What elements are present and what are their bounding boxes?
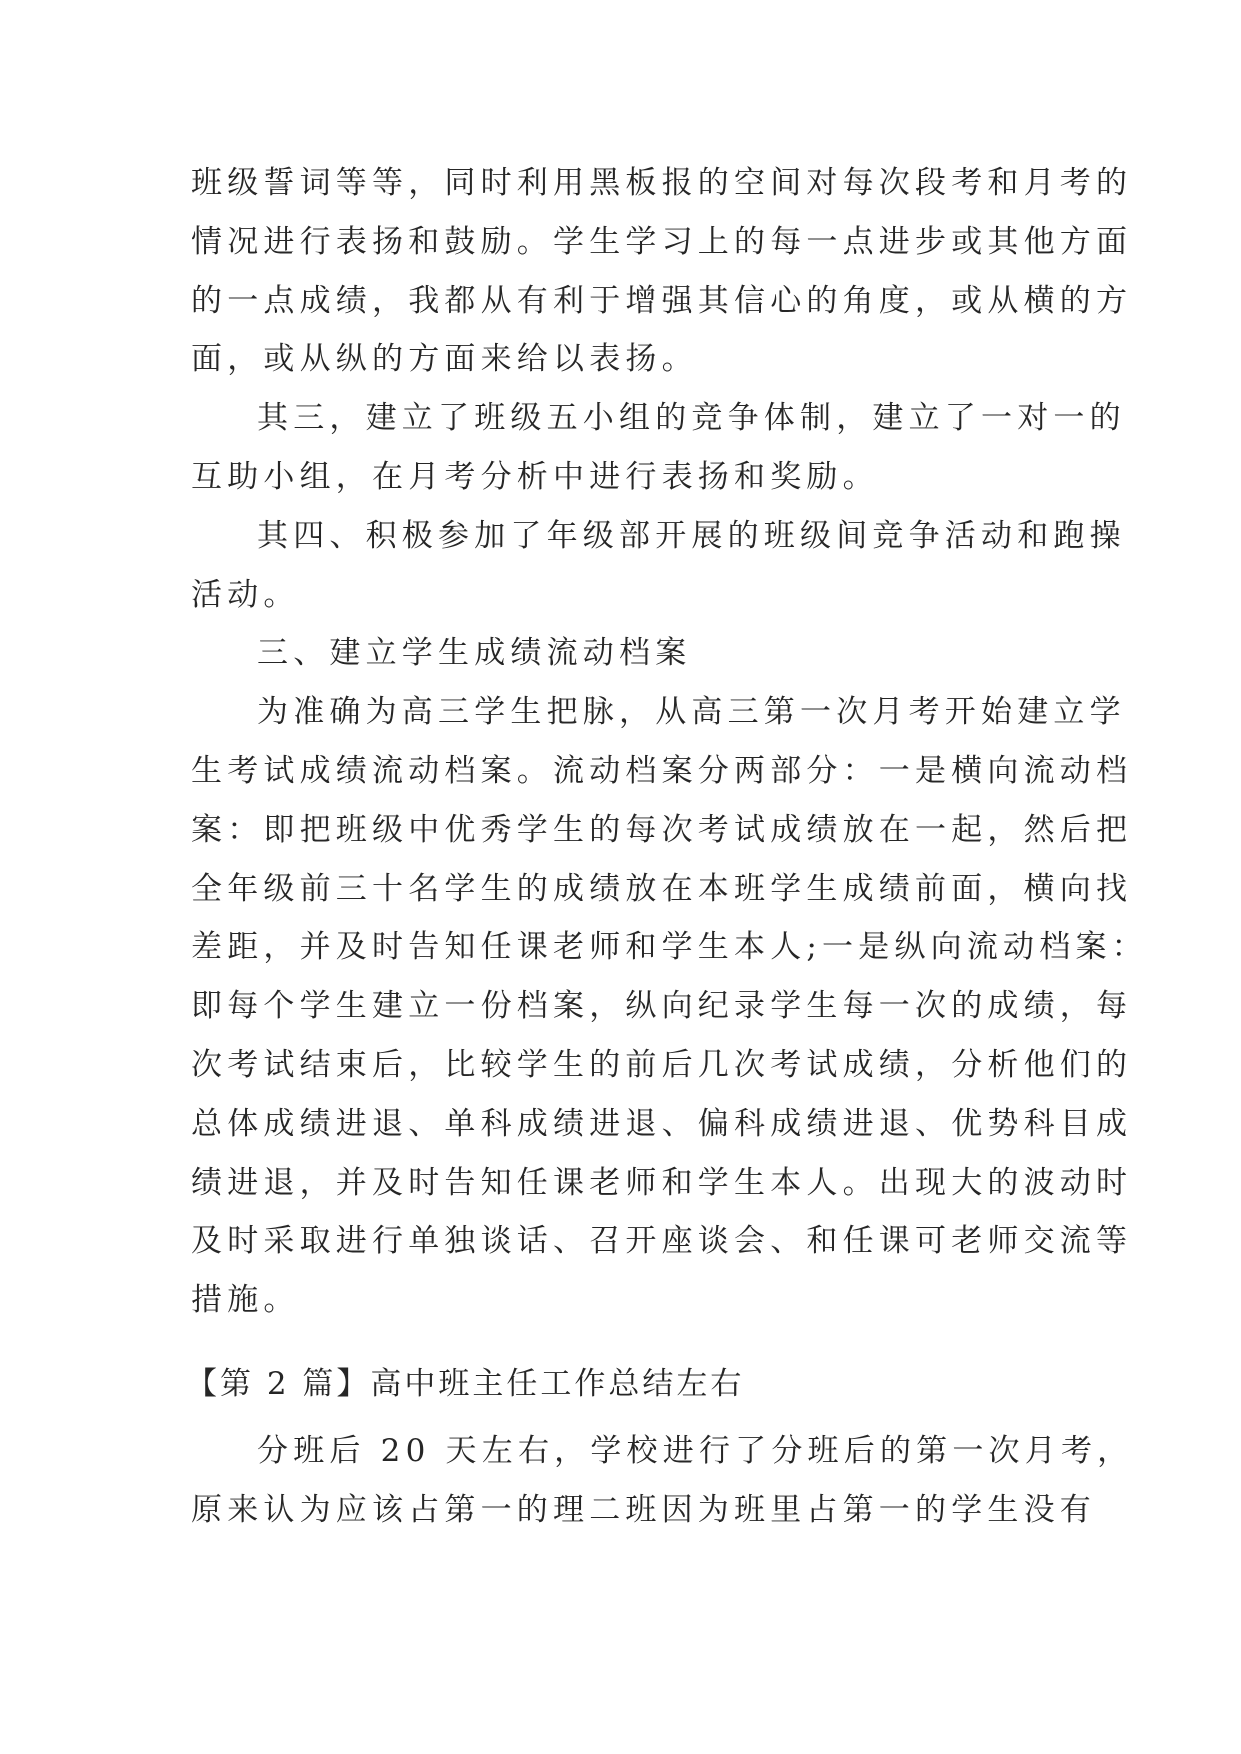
body-text-section-one xyxy=(191,154,1148,1330)
text-line: 绩进退，并及时告知任课老师和学生本人。出现大的波动时 xyxy=(191,1164,1133,1201)
text-line: 其三，建立了班级五小组的竞争体制，建立了一对一的 xyxy=(257,400,1126,437)
text-line: 措施。 xyxy=(191,1282,300,1319)
text-line: 班级誓词等等，同时利用黑板报的空间对每次段考和月考的 xyxy=(191,165,1133,201)
text-line: 次考试结束后，比较学生的前后几次考试成绩，分析他们的 xyxy=(191,1046,1133,1083)
section-heading: 三、建立学生成绩流动档案 xyxy=(257,635,692,672)
text-line: 原来认为应该占第一的理二班因为班里占第一的学生没有 xyxy=(191,1491,1096,1528)
text-line: 为准确为高三学生把脉，从高三第一次月考开始建立学 xyxy=(257,694,1126,731)
text-line: 即每个学生建立一份档案，纵向纪录学生每一次的成绩，每 xyxy=(191,988,1133,1025)
text-line: 全年级前三十名学生的成绩放在本班学生成绩前面，横向找 xyxy=(191,870,1133,907)
text-line: 总体成绩进退、单科成绩进退、偏科成绩进退、优势科目成 xyxy=(191,1105,1133,1142)
text-line: 及时采取进行单独谈话、召开座谈会、和任课可老师交流等 xyxy=(191,1223,1133,1260)
body-text-section-two xyxy=(191,1422,1134,1540)
text-line: 活动。 xyxy=(191,576,300,613)
text-line: 情况进行表扬和鼓励。学生学习上的每一点进步或其他方面 xyxy=(191,223,1133,260)
text-line: 的一点成绩，我都从有利于增强其信心的角度，或从横的方 xyxy=(191,282,1133,319)
text-line: 案：即把班级中优秀学生的每次考试成绩放在一起，然后把 xyxy=(191,811,1133,848)
text-line: 差距，并及时告知任课老师和学生本人;一是纵向流动档案： xyxy=(191,929,1148,966)
text-line: 分班后 20 天左右，学校进行了分班后的第一次月考， xyxy=(257,1433,1134,1469)
text-line: 互助小组，在月考分析中进行表扬和奖励。 xyxy=(191,458,879,495)
text-line: 其四、积极参加了年级部开展的班级间竞争活动和跑操 xyxy=(257,517,1126,554)
article-heading: 【第 2 篇】高中班主任工作总结左右 xyxy=(186,1366,745,1402)
text-line: 面，或从纵的方面来给以表扬。 xyxy=(191,341,698,378)
text-line: 生考试成绩流动档案。流动档案分两部分：一是横向流动档 xyxy=(191,752,1133,789)
